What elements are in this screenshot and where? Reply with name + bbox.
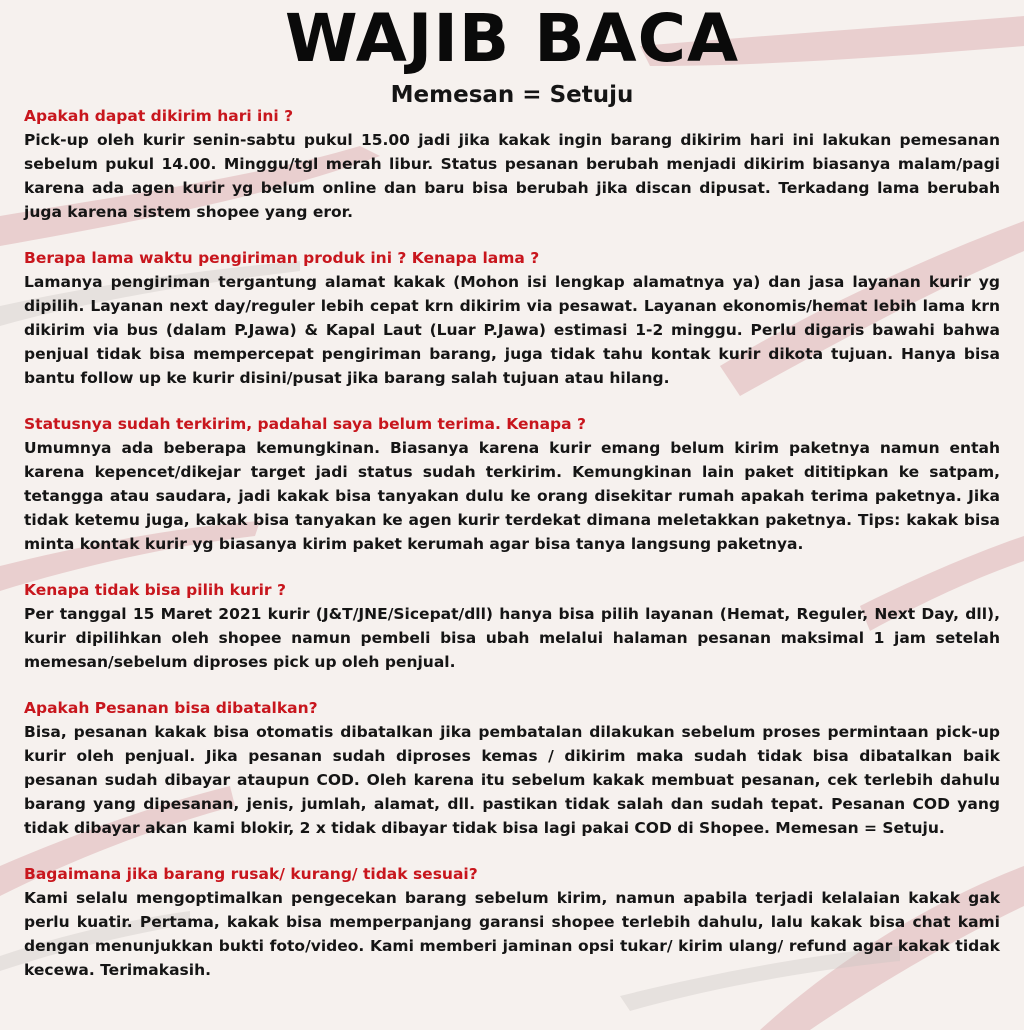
faq-item — [24, 104, 1000, 224]
faq-answer: Kami selalu mengoptimalkan pengecekan barang sebelum kirim, namun apabila terjadi kelalaian kakak gak perlu kuatir. Pertama, kakak bisa memperpanjang garansi shopee terlebih dahulu, lalu kakak bisa chat kami dengan menunjukkan bukti foto/video. Kami memberi jaminan opsi tukar/ kirim ulang/ refund agar kakak tidak kecewa. Terimakasih. — [24, 889, 1000, 979]
faq-item — [24, 862, 1000, 982]
section-spacer — [24, 840, 1000, 862]
faq-answer: Lamanya pengiriman tergantung alamat kakak (Mohon isi lengkap alamatnya ya) dan jasa layanan kurir yg dipilih. Layanan next day/reguler lebih cepat krn dikirim via pesawat. Layanan ekonomis/hemat lebih lama krn dikirim via bus (dalam P.Jawa) & Kapal Laut (Luar P.Jawa) estimasi 1-2 minggu. Perlu digaris bawahi bahwa penjual tidak bisa mempercepat pengiriman barang, juga tidak tahu kontak kurir dikota tujuan. Hanya bisa bantu follow up ke kurir disini/pusat jika barang salah tujuan atau hilang. — [24, 273, 1000, 387]
faq-question: Berapa lama waktu pengiriman produk ini ? Kenapa lama ? — [24, 249, 540, 267]
section-spacer — [24, 556, 1000, 578]
faq-item — [24, 696, 1000, 840]
faq-item — [24, 412, 1000, 556]
faq-question: Statusnya sudah terkirim, padahal saya belum terima. Kenapa ? — [24, 415, 586, 433]
faq-item — [24, 578, 1000, 674]
faq-item — [24, 246, 1000, 390]
faq-question: Apakah dapat dikirim hari ini ? — [24, 107, 294, 125]
faq-question: Kenapa tidak bisa pilih kurir ? — [24, 581, 286, 599]
page-subtitle: Memesan = Setuju — [390, 82, 634, 108]
section-spacer — [24, 390, 1000, 412]
faq-answer: Per tanggal 15 Maret 2021 kurir (J&T/JNE/Sicepat/dll) hanya bisa pilih layanan (Hemat, Reguler, Next Day, dll), kurir dipilihkan oleh shopee namun pembeli bisa ubah melalui halaman pesanan maksimal 1 jam setelah memesan/sebelum diproses pick up oleh penjual. — [24, 605, 1000, 671]
faq-answer: Bisa, pesanan kakak bisa otomatis dibatalkan jika pembatalan dilakukan sebelum proses permintaan pick-up kurir oleh penjual. Jika pesanan sudah diproses kemas / dikirim maka sudah tidak bisa dibatalkan baik pesanan sudah dibayar ataupun COD. Oleh karena itu sebelum kakak membuat pesanan, cek terlebih dahulu barang yang dipesanan, jenis, jumlah, alamat, dll. pastikan tidak salah dan sudah tepat. Pesanan COD yang tidak dibayar akan kami blokir, 2 x tidak dibayar tidak bisa lagi pakai COD di Shopee. Memesan = Setuju. — [24, 723, 1000, 837]
page-title: WAJIB BACA — [284, 0, 740, 77]
faq-answer: Umumnya ada beberapa kemungkinan. Biasanya karena kurir emang belum kirim paketnya namun entah karena kepencet/dikejar target jadi status sudah terkirim. Kemungkinan lain paket dititipkan ke satpam, tetangga atau saudara, jadi kakak bisa tanyakan dulu ke orang disekitar rumah apakah terima paketnya. Jika tidak ketemu juga, kakak bisa tanyakan ke agen kurir terdekat dimana meletakkan paketnya. Tips: kakak bisa minta kontak kurir yg biasanya kirim paket kerumah agar bisa tanya langsung paketnya. — [24, 439, 1000, 553]
faq-question: Bagaimana jika barang rusak/ kurang/ tidak sesuai? — [24, 865, 478, 883]
faq-answer: Pick-up oleh kurir senin-sabtu pukul 15.00 jadi jika kakak ingin barang dikirim hari ini lakukan pemesanan sebelum pukul 14.00. Minggu/tgl merah libur. Status pesanan berubah menjadi dikirim biasanya malam/pagi karena ada agen kurir yg belum online dan baru bisa berubah jika discan dipusat. Terkadang lama berubah juga karena sistem shopee yang eror. — [24, 131, 1000, 221]
section-spacer — [24, 674, 1000, 696]
section-spacer — [24, 224, 1000, 246]
faq-question: Apakah Pesanan bisa dibatalkan? — [24, 699, 318, 717]
